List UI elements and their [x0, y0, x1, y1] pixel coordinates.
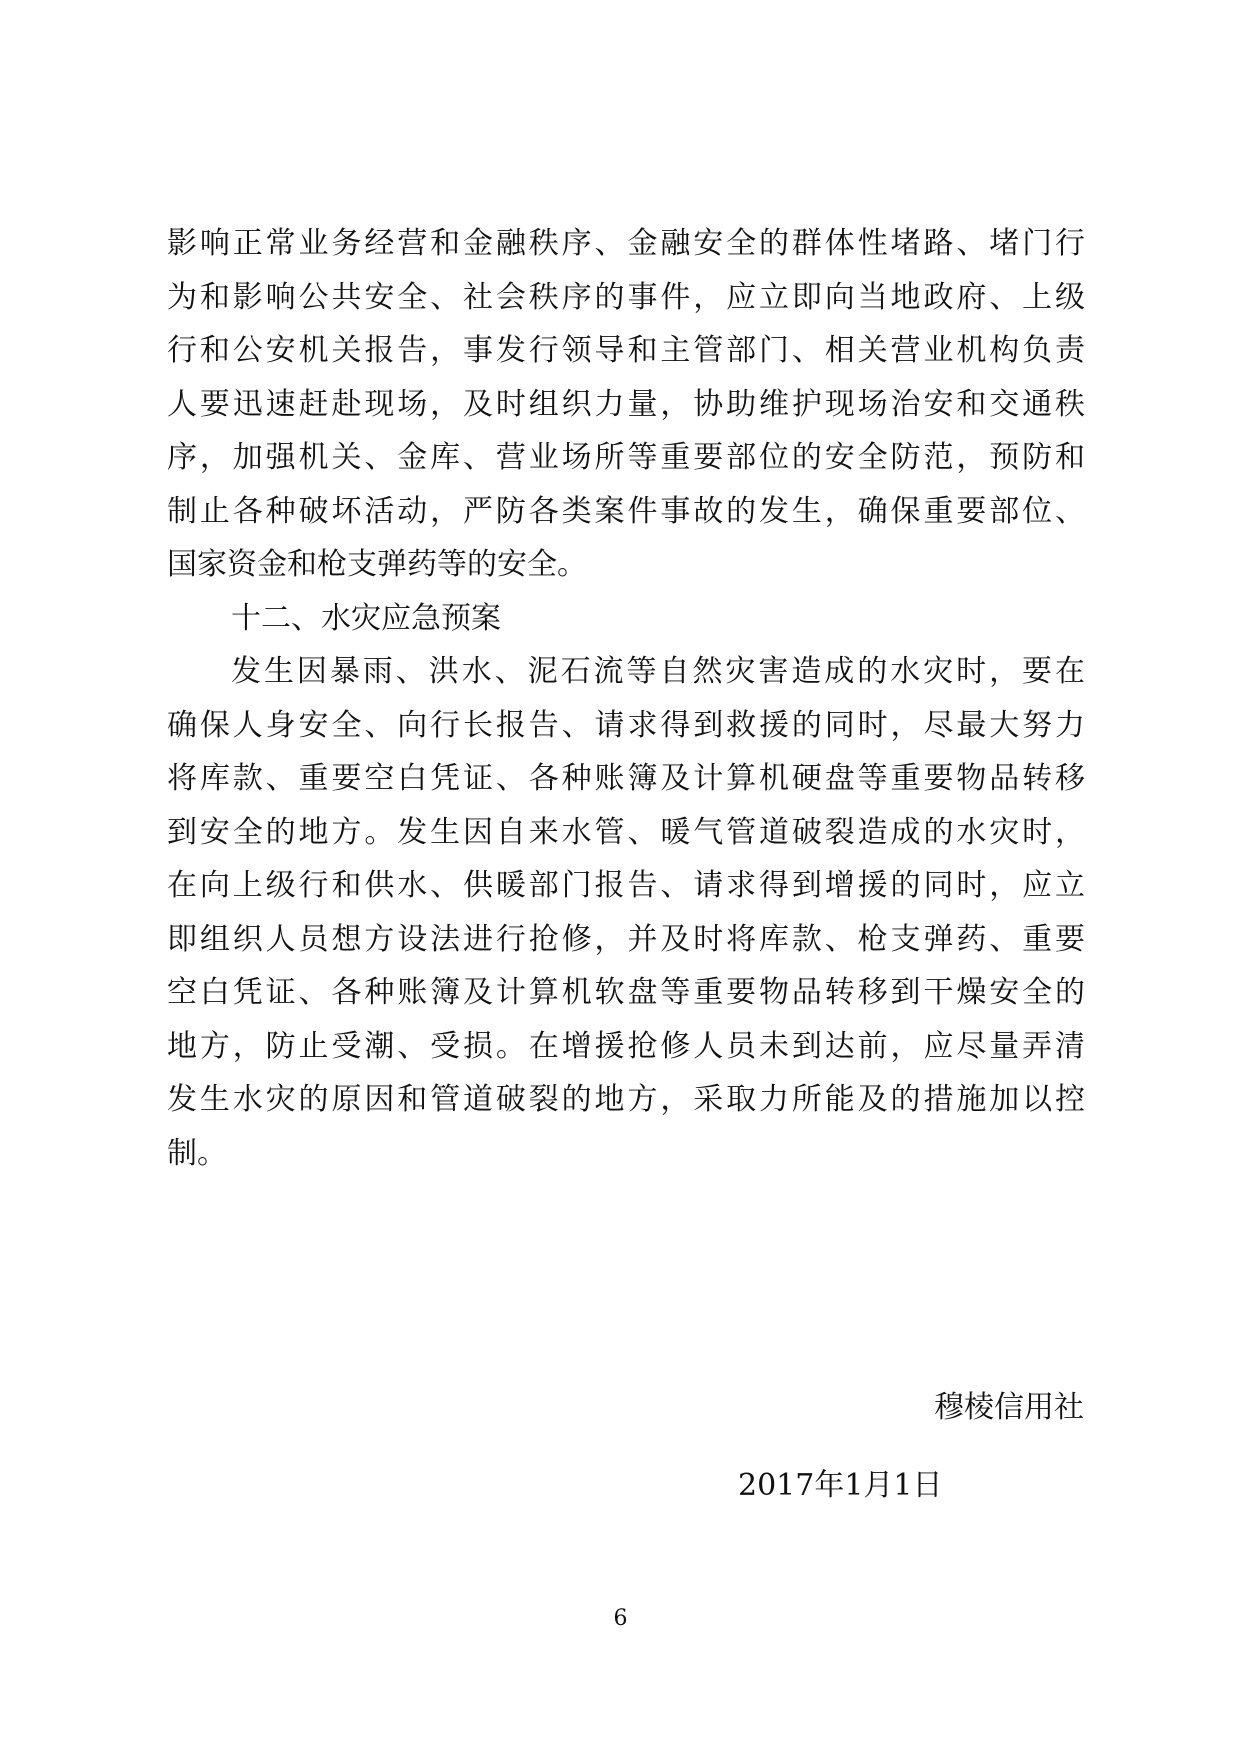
signature-organization: 穆棱信用社 — [934, 1390, 1084, 1425]
paragraph-line: 在向上级行和供水、供暖部门报告、请求得到增援的同时，应立 — [167, 868, 1085, 903]
paragraph-line: 空白凭证、各种账簿及计算机软盘等重要物品转移到干燥安全的 — [167, 975, 1085, 1010]
paragraph-line: 到安全的地方。发生因自来水管、暖气管道破裂造成的水灾时， — [167, 814, 1085, 850]
paragraph-line: 地方，防止受潮、受损。在增援抢修人员未到达前，应尽量弄清 — [167, 1028, 1085, 1064]
paragraph-line: 制止各种破坏活动，严防各类案件事故的发生，确保重要部位、 — [167, 493, 1085, 529]
paragraph-line: 序，加强机关、金库、营业场所等重要部位的安全防范，预防和 — [167, 440, 1085, 475]
paragraph-line: 发生因暴雨、洪水、泥石流等自然灾害造成的水灾时，要在 — [231, 654, 1085, 689]
paragraph-line: 国家资金和枪支弹药等的安全。 — [167, 547, 587, 582]
signature-date: 2017年1月1日 — [738, 1468, 943, 1503]
page-number: 6 — [613, 1606, 628, 1631]
paragraph-line: 即组织人员想方设法进行抢修，并及时将库款、枪支弹药、重要 — [167, 921, 1085, 957]
paragraph-line: 行和公安机关报告，事发行领导和主管部门、相关营业机构负责 — [167, 333, 1085, 368]
section-heading: 十二、水灾应急预案 — [231, 600, 501, 636]
paragraph-line: 制。 — [167, 1135, 227, 1171]
paragraph-line: 将库款、重要空白凭证、各种账簿及计算机硬盘等重要物品转移 — [167, 761, 1085, 796]
paragraph-line: 为和影响公共安全、社会秩序的事件，应立即向当地政府、上级 — [167, 279, 1085, 315]
paragraph-line: 影响正常业务经营和金融秩序、金融安全的群体性堵路、堵门行 — [167, 226, 1085, 261]
paragraph-line: 人要迅速赶赴现场，及时组织力量，协助维护现场治安和交通秩 — [167, 386, 1085, 422]
document-body — [167, 217, 1085, 1180]
paragraph-line: 确保人身安全、向行长报告、请求得到救援的同时，尽最大努力 — [167, 707, 1085, 743]
paragraph-line: 发生水灾的原因和管道破裂的地方，采取力所能及的措施加以控 — [167, 1082, 1085, 1117]
